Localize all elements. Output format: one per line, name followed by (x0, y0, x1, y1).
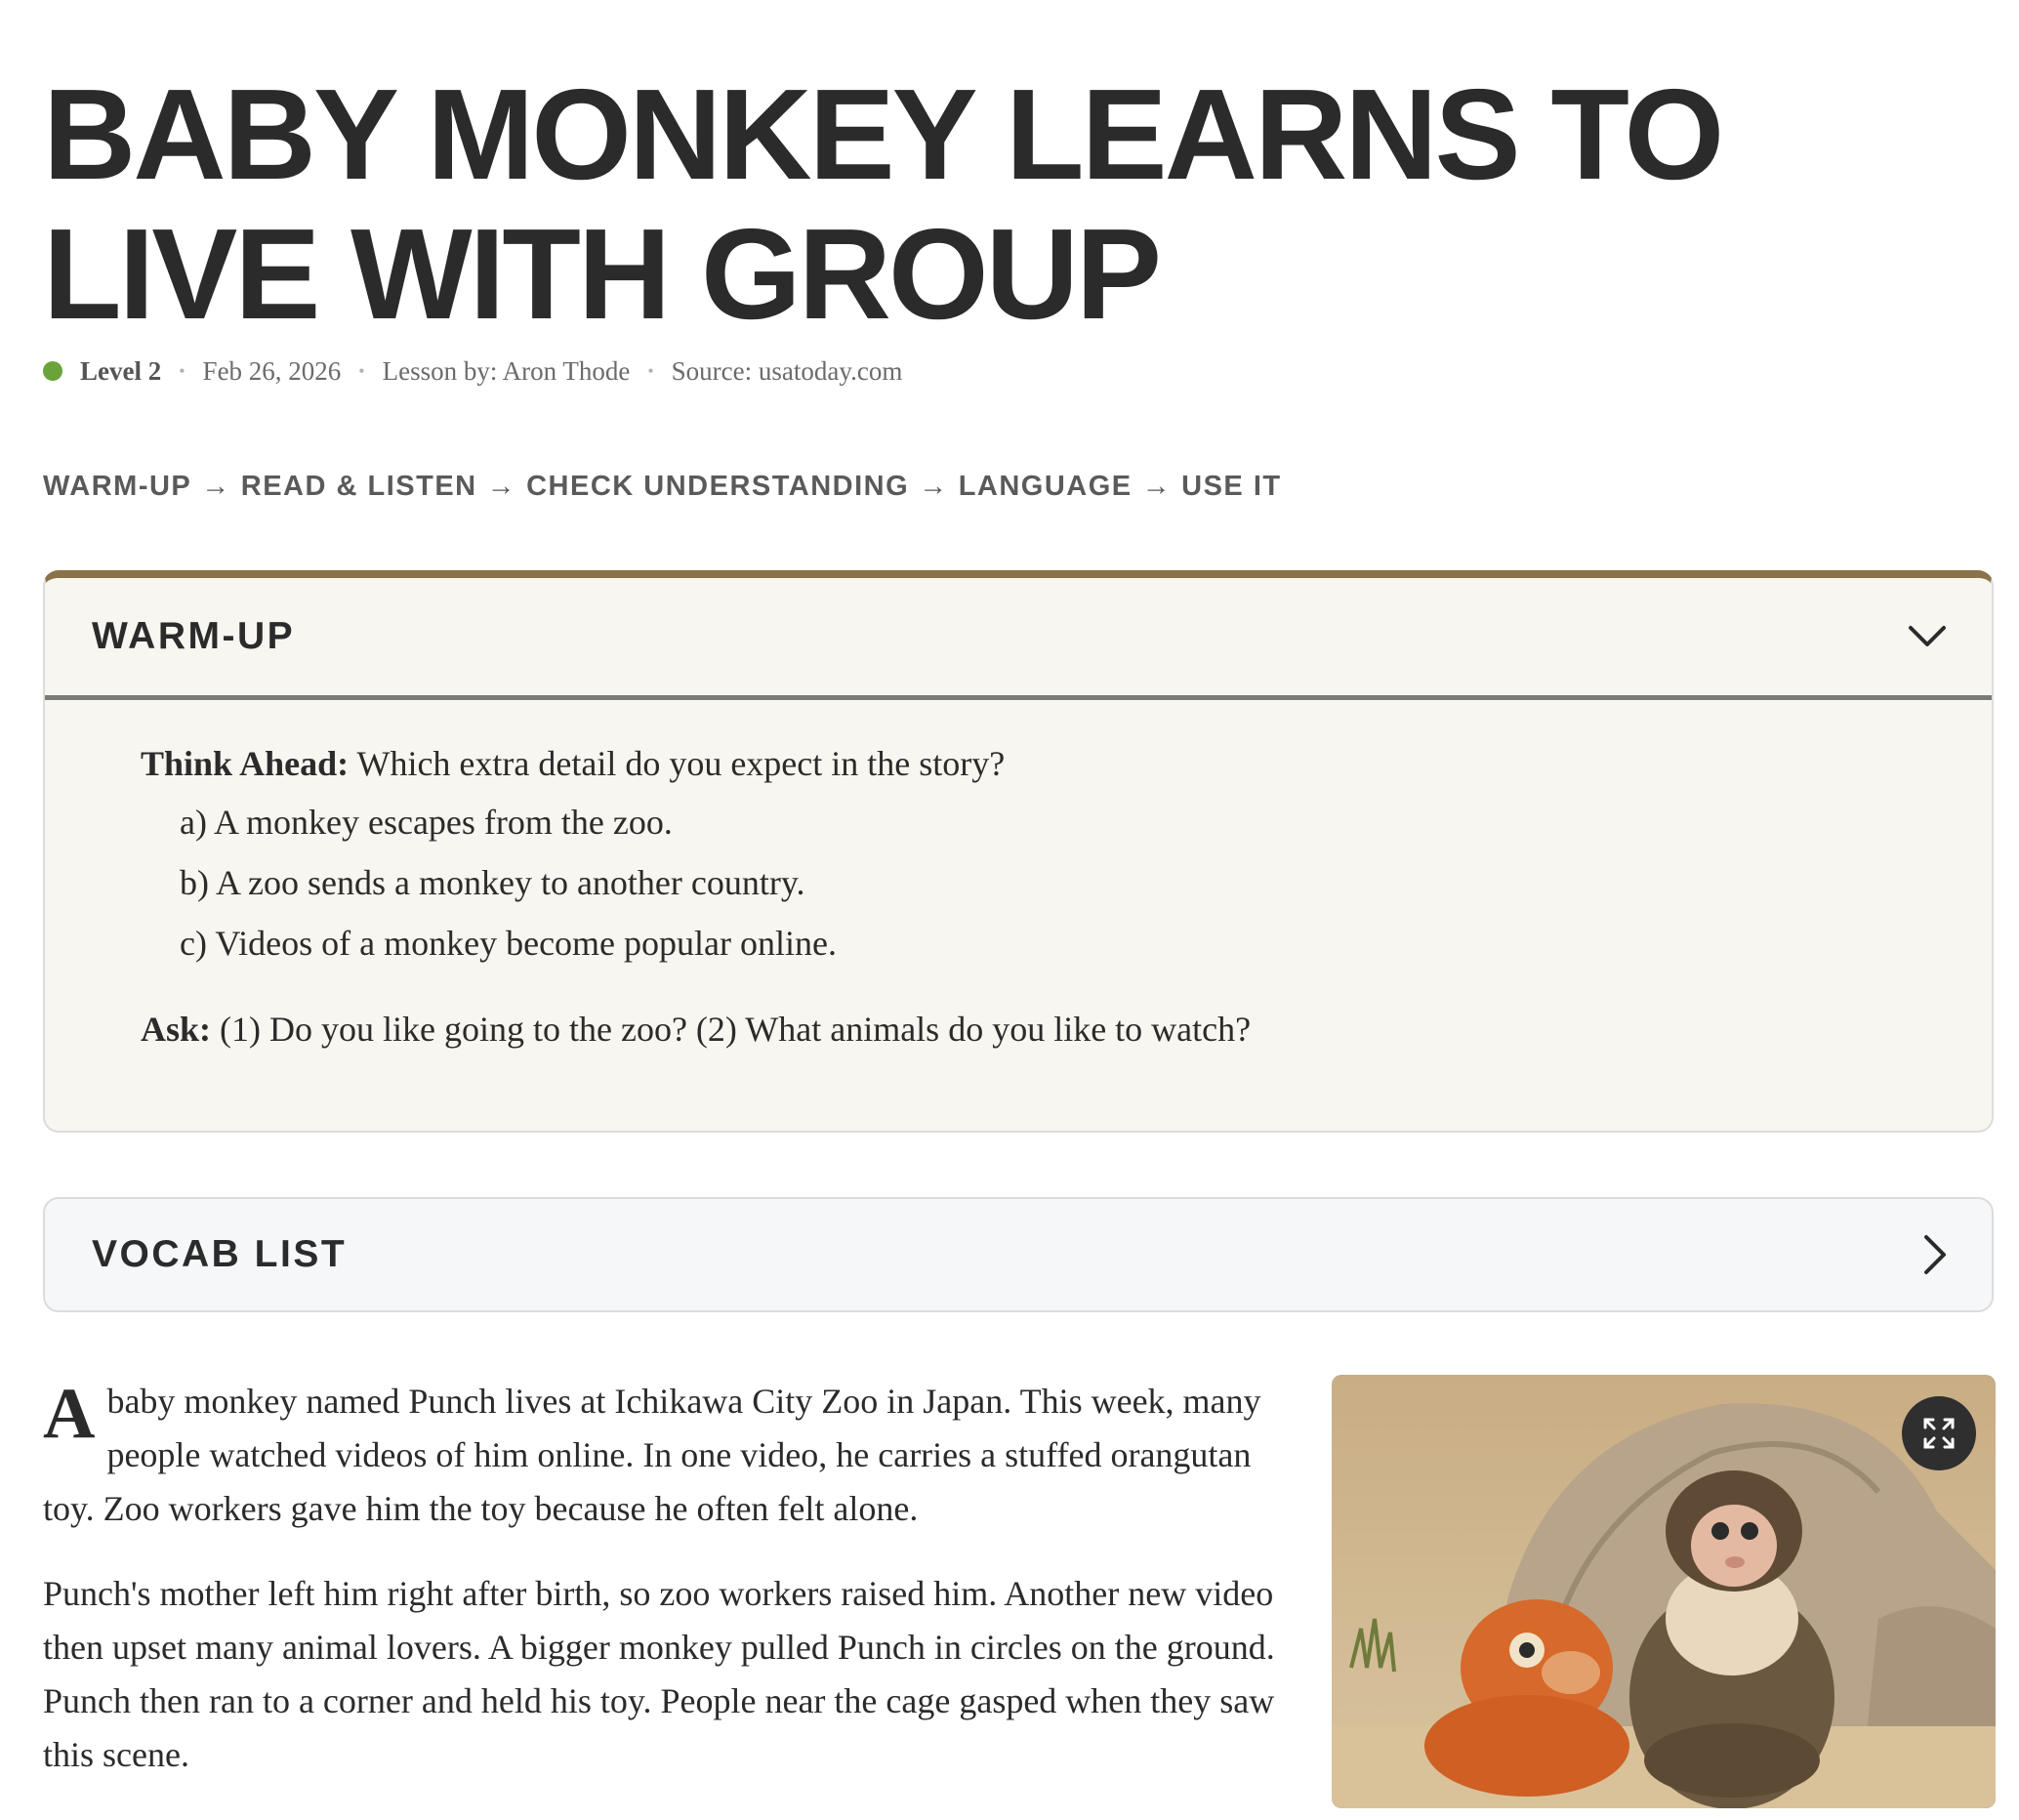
ask-text: (1) Do you like going to the zoo? (2) What animals do you like to watch? (211, 1010, 1252, 1049)
article-meta (43, 352, 902, 391)
meta-separator: • (179, 360, 185, 381)
page-title: BABY MONKEY LEARNS TO LIVE WITH GROUP (43, 62, 1722, 346)
option-a: a) A monkey escapes from the zoo. (180, 803, 673, 842)
warmup-content (45, 700, 1992, 1057)
publish-date: Feb 26, 2026 (202, 355, 342, 386)
story-paragraph: Punch's mother left him right after birth, so zoo workers raised him. Another new video then upset many animal lovers. A bigger monkey pulled Punch in circles on the ground. Punch then ran to a corner and held his toy. People near the cage gasped when they saw this scene. (43, 1574, 1275, 1774)
story-illustration[interactable] (1332, 1375, 1996, 1808)
article-source: Source: usatoday.com (671, 355, 903, 386)
level-label: Level 2 (80, 355, 162, 386)
step-language: LANGUAGE (958, 470, 1133, 502)
step-arrow: → (1141, 470, 1173, 502)
story-text (43, 1375, 1283, 1813)
step-check-understanding: CHECK UNDERSTANDING (526, 470, 910, 502)
level-indicator-dot (43, 361, 62, 381)
step-arrow: → (486, 470, 517, 502)
meta-separator: • (358, 360, 365, 381)
story-paragraph-text: baby monkey named Punch lives at Ichikawa City Zoo in Japan. This week, many people watched videos of him online. In one video, he carries a stuffed orangutan toy. Zoo workers gave him the toy because he often felt alone. (43, 1382, 1261, 1528)
vocab-list-toggle[interactable] (43, 1197, 1994, 1312)
chevron-right-icon[interactable] (1914, 1233, 1957, 1276)
step-use-it: USE IT (1181, 470, 1282, 502)
option-c: c) Videos of a monkey become popular online. (180, 924, 837, 963)
think-ahead-label: Think Ahead: (141, 744, 350, 783)
vocab-title: VOCAB LIST (92, 1233, 348, 1275)
warmup-title: WARM-UP (92, 615, 296, 657)
drop-cap: A (43, 1374, 96, 1454)
step-arrow: → (919, 470, 949, 502)
step-warm-up: WARM-UP (43, 470, 192, 502)
meta-separator: • (647, 360, 654, 381)
ask-prompt (141, 1001, 1992, 1057)
step-arrow: → (201, 470, 231, 502)
think-ahead-text: Which extra detail do you expect in the story? (349, 744, 1006, 783)
chevron-down-icon[interactable] (1906, 615, 1949, 658)
think-ahead-question (141, 735, 1992, 792)
ask-label: Ask: (141, 1010, 212, 1049)
story-paragraph (43, 1375, 1283, 1536)
step-read-listen: READ & LISTEN (240, 470, 477, 502)
expand-icon (1922, 1417, 1956, 1450)
warmup-header[interactable] (45, 578, 1992, 700)
expand-image-button[interactable] (1902, 1396, 1976, 1470)
monkey-illustration-art (1332, 1375, 1996, 1808)
lesson-steps (43, 467, 1282, 506)
lesson-author: Lesson by: Aron Thode (382, 355, 631, 386)
warmup-panel (43, 570, 1994, 1133)
option-b: b) A zoo sends a monkey to another country. (180, 863, 805, 902)
